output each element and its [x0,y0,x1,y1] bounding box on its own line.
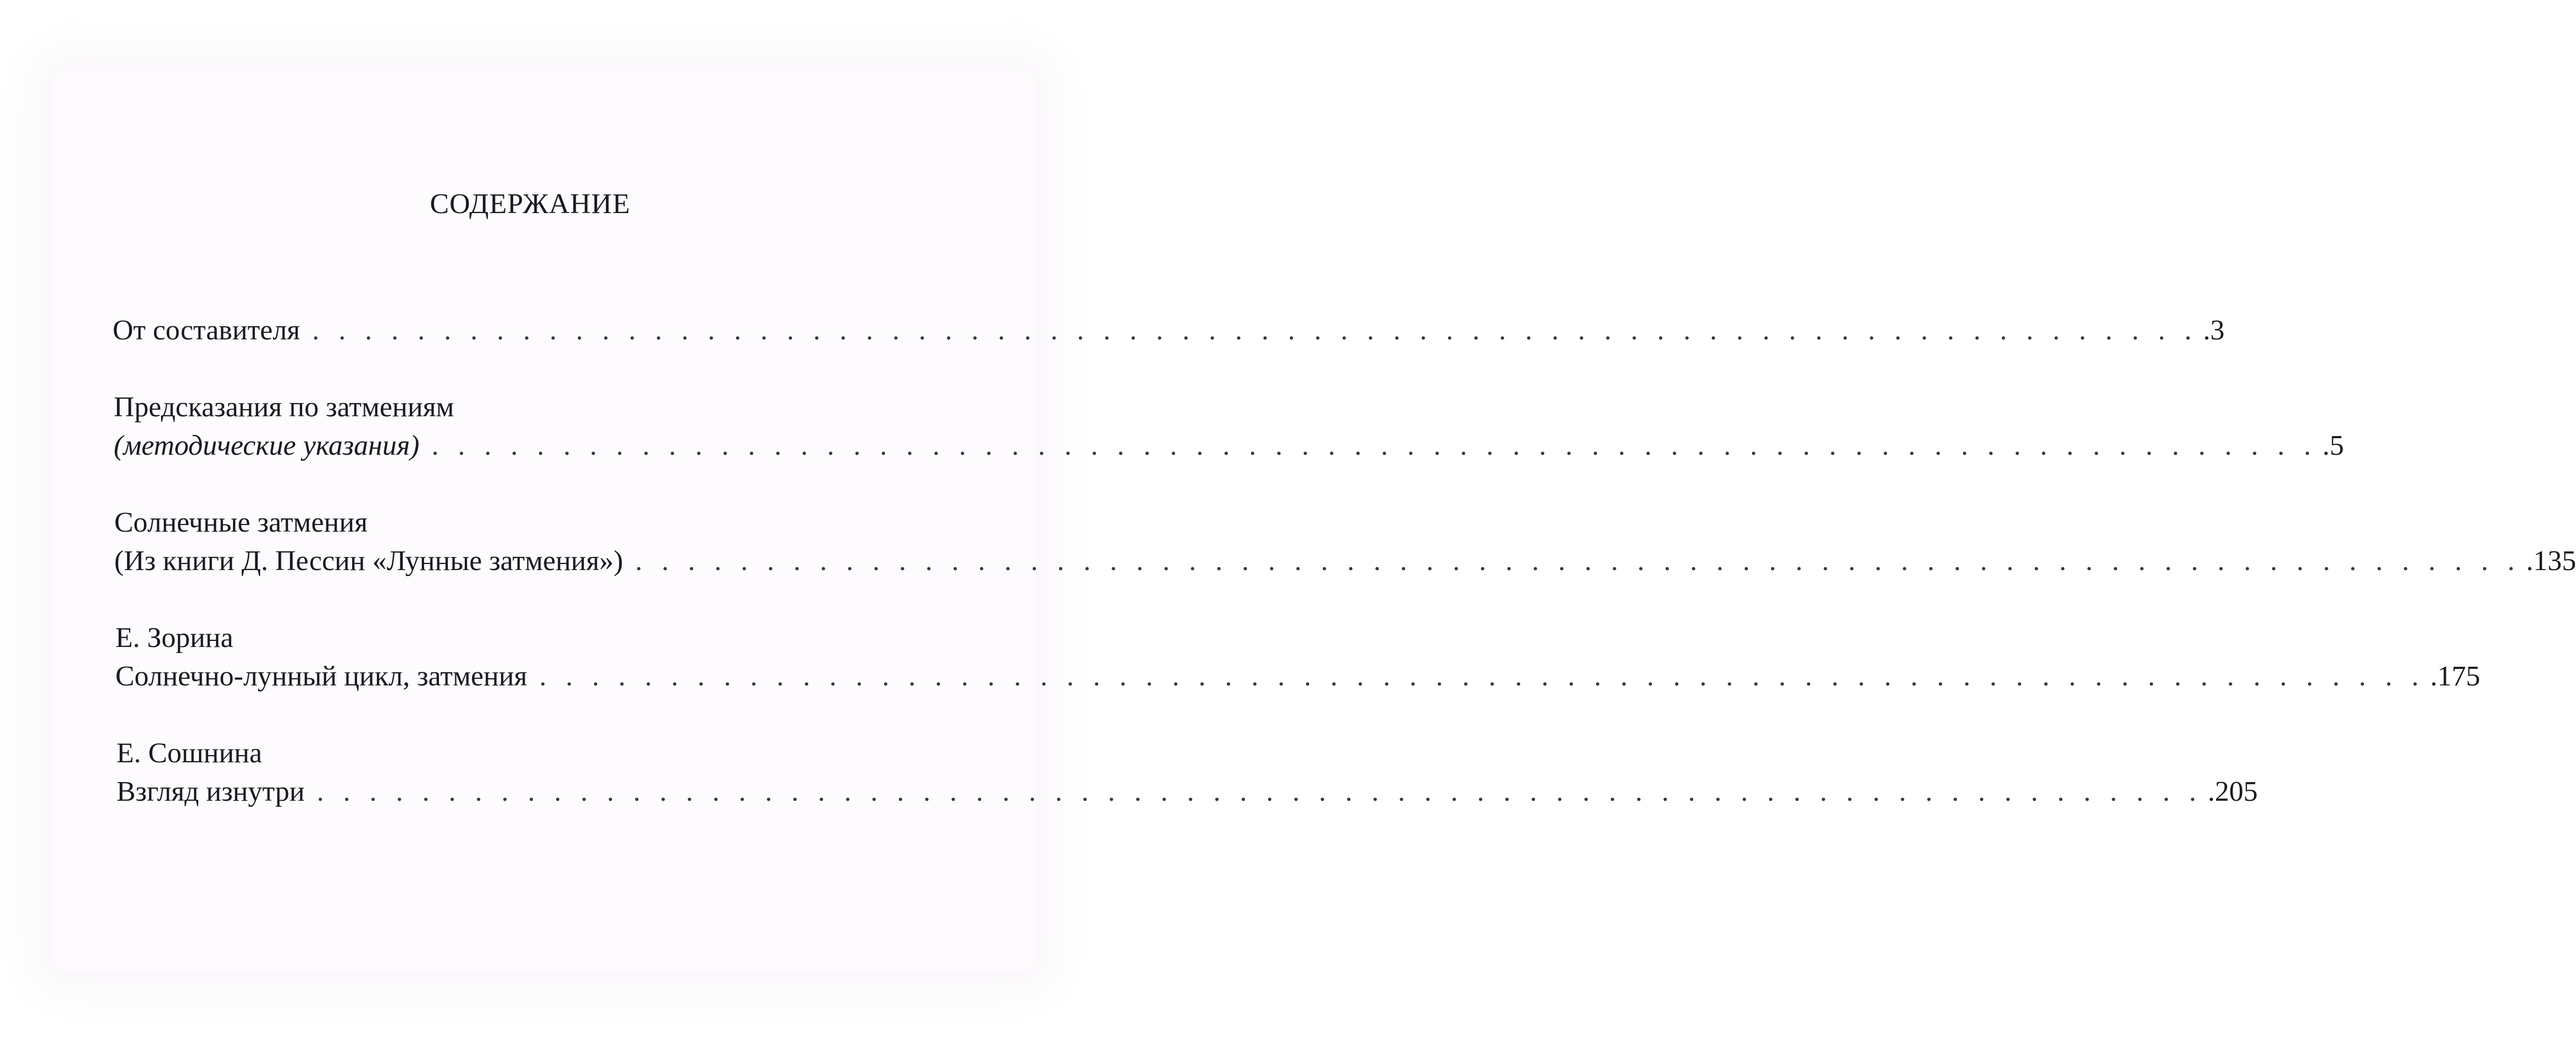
toc-entry-3 [114,545,2576,578]
toc-entry-2-page: .5 [2322,430,2344,461]
toc-entry-3-title: Солнечные затмения [114,507,368,538]
toc-entry-2-title: Предсказания по затмениям [114,392,454,423]
toc-entry-1-page: .3 [2203,315,2225,346]
toc-title: СОДЕРЖАНИЕ [430,188,631,220]
toc-entry-3-page: .135 [2526,545,2576,577]
leader-dots: . . . . . . . . . . . . . . . . . . . . . . . . . . . . . . . . . . . . . . . . . . . . . . . . . . . . . . . . . . . . . . . . . . . . . . . . [316,776,2202,807]
leader-dots: . . . . . . . . . . . . . . . . . . . . . . . . . . . . . . . . . . . . . . . . . . . . . . . . . . . . . . . . . . . . . . . . . . . . . . . . [539,661,2425,692]
toc-entry-5-page: .205 [2207,776,2258,807]
toc-entry-4 [115,660,2480,693]
toc-entry-4-title: Солнечно-лунный цикл, затмения [115,661,527,692]
toc-entry-4-author: Е. Зорина [115,622,233,654]
toc-entry-5-title: Взгляд изнутри [116,776,305,807]
toc-entry-2 [114,429,2344,462]
toc-entry-5 [116,775,2258,808]
toc-entry-1-title: От составителя [113,315,301,346]
toc-entry-1 [113,314,2225,347]
leader-dots: . . . . . . . . . . . . . . . . . . . . . . . . . . . . . . . . . . . . . . . . . . . . . . . . . . . . . . . . . . . . . . . . . . . . . . . . [431,430,2317,461]
toc-entry-4-page: .175 [2430,661,2480,692]
toc-entry-3-subtitle: (Из книги Д. Пессин «Лунные затмения») [114,545,624,577]
leader-dots: . . . . . . . . . . . . . . . . . . . . . . . . . . . . . . . . . . . . . . . . . . . . . . . . . . . . . . . . . . . . . . . . . . . . . . . . [312,315,2198,346]
leader-dots: . . . . . . . . . . . . . . . . . . . . . . . . . . . . . . . . . . . . . . . . . . . . . . . . . . . . . . . . . . . . . . . . . . . . . . . . [635,545,2521,577]
toc-entry-5-author: Е. Сошнина [116,738,263,769]
toc-entry-2-subtitle: (методические указания) [114,430,420,461]
